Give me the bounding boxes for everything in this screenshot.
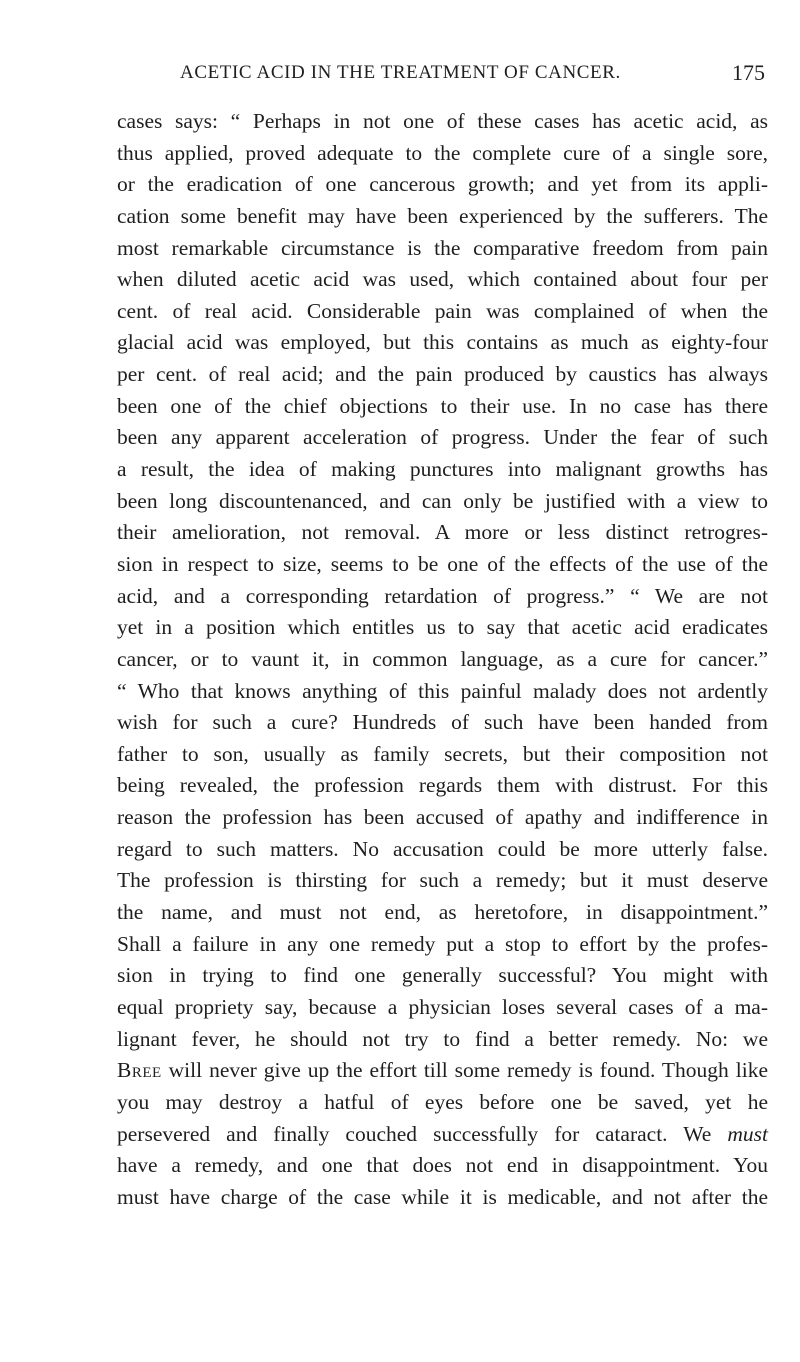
text-line: been long discountenanced, and can only be justified with a view to xyxy=(117,488,768,513)
text-line: or the eradication of one cancerous growth; and yet from its appli- xyxy=(117,172,768,197)
text-line: been any apparent acceleration of progress. Under the fear of such xyxy=(117,425,768,450)
running-header xyxy=(180,60,765,86)
text-line: have a remedy, and one that does not end in disappointment. You xyxy=(117,1153,768,1178)
text-line: you may destroy a hatful of eyes before one be saved, yet he xyxy=(117,1089,768,1114)
emphasis-must: must xyxy=(727,1121,769,1146)
page-number: 175 xyxy=(732,60,765,85)
text-line: equal propriety say, because a physician loses several cases of a ma- xyxy=(117,994,768,1019)
text-line: father to son, usually as family secrets, but their composition not xyxy=(117,741,768,766)
text-line: being revealed, the profession regards them with distrust. For this xyxy=(117,773,768,798)
text-line: must have charge of the case while it is medicable, and not after the xyxy=(117,1184,768,1209)
text-line: cation some benefit may have been experienced by the sufferers. The xyxy=(117,203,768,228)
text-line: cancer, or to vaunt it, in common language, as a cure for cancer.” xyxy=(117,646,768,671)
text-line: thus applied, proved adequate to the complete cure of a single sore, xyxy=(117,140,768,165)
text-line-start: persevered and finally couched successfully for cataract. We xyxy=(117,1121,712,1146)
text-line: when diluted acetic acid was used, which contained about four per xyxy=(117,267,768,292)
text-line: regard to such matters. No accusation could be more utterly false. xyxy=(117,836,768,861)
text-line: Shall a failure in any one remedy put a stop to effort by the profes- xyxy=(117,931,768,956)
text-line: cent. of real acid. Considerable pain was complained of when the xyxy=(117,298,768,323)
text-line: acid, and a corresponding retardation of progress.” “ We are not xyxy=(117,583,768,608)
text-line: lignant fever, he should not try to find a better remedy. No: we xyxy=(117,1026,768,1051)
text-line: The profession is thirsting for such a remedy; but it must deserve xyxy=(117,868,768,893)
text-line: glacial acid was employed, but this contains as much as eighty-four xyxy=(117,330,768,355)
text-line: wish for such a cure? Hundreds of such have been handed from xyxy=(117,710,768,735)
text-line: been one of the chief objections to their use. In no case has there xyxy=(117,393,768,418)
text-line: the name, and must not end, as heretofore, in disappointment.” xyxy=(117,900,768,925)
text-line: sion in trying to find one generally successful? You might with xyxy=(117,963,768,988)
text-line: cases says: “ Perhaps in not one of these cases has acetic acid, as xyxy=(117,109,768,133)
text-line-with-name xyxy=(117,1055,768,1087)
person-name-bree: Bree xyxy=(117,1058,162,1083)
text-line: most remarkable circumstance is the comparative freedom from pain xyxy=(117,235,768,260)
text-line-rest: will never give up the effort till some remedy is found. Though like xyxy=(168,1058,769,1083)
text-line: reason the profession has been accused of apathy and indifference in xyxy=(117,805,768,830)
text-line: a result, the idea of making punctures into malignant growths has xyxy=(117,457,768,482)
text-line: yet in a position which entitles us to say that acetic acid eradicates xyxy=(117,615,768,640)
text-line-with-italic xyxy=(117,1119,768,1151)
running-title: ACETIC ACID IN THE TREATMENT OF CANCER. xyxy=(180,62,621,83)
text-line: per cent. of real acid; and the pain produced by caustics has always xyxy=(117,362,768,387)
text-line: their amelioration, not removal. A more or less distinct retrogres- xyxy=(117,520,768,545)
text-line: “ Who that knows anything of this painful malady does not ardently xyxy=(117,678,768,703)
body-text xyxy=(117,106,768,1213)
text-line: sion in respect to size, seems to be one of the effects of the use of the xyxy=(117,551,768,576)
